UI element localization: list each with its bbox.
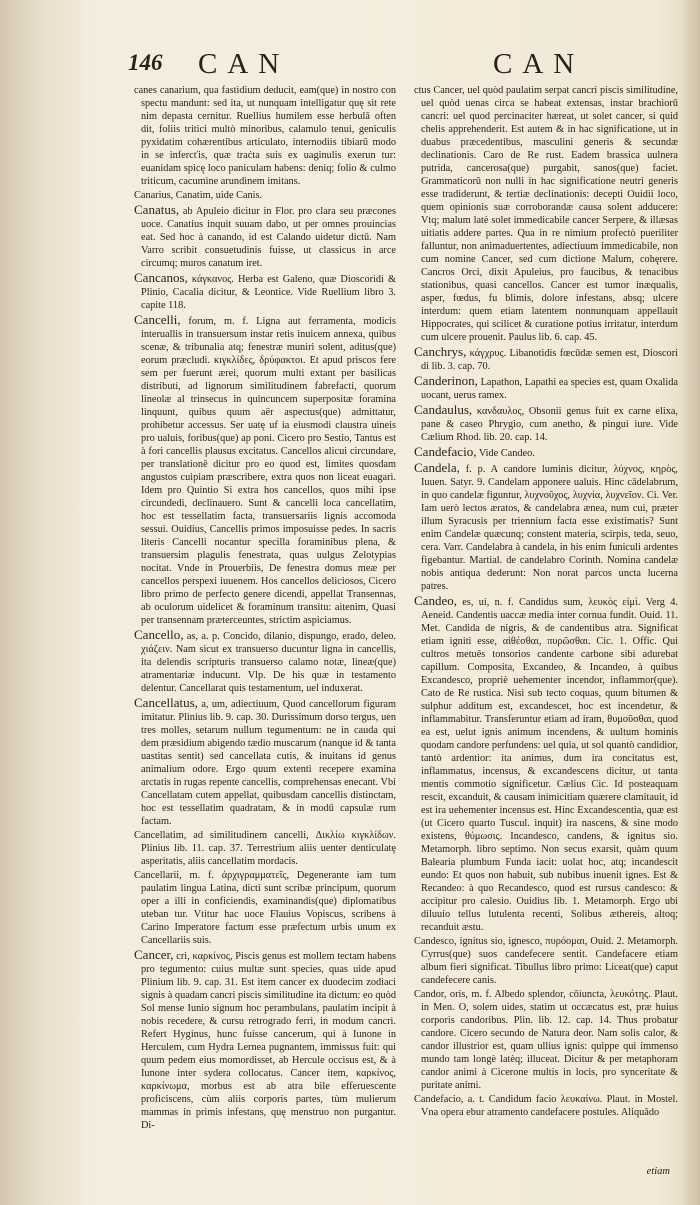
entry-text: a, um, adiectiuum, Quod cancellorum figuram imitatur. Plinius lib. 9. cap. 30. Durissimum dorso tergus, uen tres molles, setarum nullum tegumentum: ne in cauda qui dem præsidium abigendo tædio muscarum (nanque id & tanta uastitas sentit) sed cancellata cutis, & inuitans id genus animalium odore. Ergo quum extenti recepere examina arctatis in rugas repente cancellis, comprehensas enecant. Vbi Cancellatam cutem appellat, quibusdam cancellis distinctam, hoc est tessellatim quadratam, & in modū capsulæ rum factam. (141, 699, 396, 827)
dictionary-entry (134, 203, 396, 270)
entry-text: as, a. p. Concido, dilanio, dispungo, erado, deleo. χιάζειν. Nam sicut ex transuerso ducuntur ligna in cancellis, ita delendis scripturis transuerso calamo notæ, lineæ(que) atramentariæ inducunt. Vlp. De his quæ in testamento delentur. Cancellarat quis testamentum, uel induxerat. (141, 631, 396, 694)
entry-text: es, ui, n. f. Candidus sum, λευκὸς εἰμὶ. Verg 4. Aeneid. Candentis uaccæ media inter cornua fundit. Ouid. 11. Met. Candida de nigris, & de candentibus atra. Significat etiam igniti esse, αἰθέσθαι, πυρῶσθαι. Cic. 1. Offic. Qui cultros metuēs tonsorios candente carbone sibi adurebat capillum. Composita, Excandeo, & Incandeo, à quibus Excandesco, propriè uehementer incendor, inflammor(que). Cato de Re rustica. Nisi sub tecto coquas, quum bitumen & sulphur additum est, excandescet, hoc est incendetur, & inflammabitur. Transferuntur etiam ad iram, θυμοῦσθαι, quod ea est, uelut ignis animum incendens, & uultum hominis quodam candore perfundens: uel quia, ut sol quantò candidior, tantò ardentior: ita animus, dum ira concitatus est, inflammatus, incensus, & excandescens dicitur, ut tanta mentis commotio significetur. Cælius Cic. Id posteaquam rescit, excanduit, & causam inimicitiam quærere clamitauit, id est ira uehementer incensus est. Hinc Excandescentia, quæ est (ut Cicero quarto Tuscul. inquit) ira nascens, & sine modo existens, θύμωσις. Incandesco, candens, & ignitus sio. Metamorph. libro septimo. Non secus exarsit, quàm quum Balearia plumbum Funda iacit: uolat hoc, atq; incandescit eundo: Et quos non habuit, sub nubibus inuenit ignes. Est & Recandeo: à quo Recandesco, quod est rursus candesco: & accipitur pro calesio. Ouidius lib. 1. Metamorph. Ergo ubi diluuio tellus lutulenta recenti, Solibus æthereis, altoq; recanduit æstu. (421, 597, 678, 933)
entry-headword: Canderinon, (414, 373, 478, 388)
entry-text: ab Apuleio dicitur in Flor. pro clara seu præcones uoce. Canatius inquit suuam dabo, ut per omnes prouincias eat. Sed hoc à canando, id est Calando uidetur dictū. Nam Varro scribit consuetudinis fuisse, ut classicus in arce circumq; muros canatum iret. (141, 206, 396, 269)
entry-text: Lapathon, Lapathi ea species est, quam Oxalida uocant, uerus ramex. (421, 377, 678, 401)
entry-headword: Candefacio, (414, 444, 477, 459)
left-column (134, 84, 396, 1181)
dictionary-entry (134, 628, 396, 695)
dictionary-entry (134, 84, 396, 188)
entry-headword: Cancer, (134, 947, 174, 962)
entry-text: κανδαυλος, Obsonii genus fuit ex carne elixa, pane & caseo Phrygio, cum anetho, & pingui iure. Vide Cælium Rhod. lib. 20. cap. 14. (421, 406, 678, 443)
dictionary-entry (414, 345, 678, 373)
entry-text: Cancellarii, m. f. ἀρχιγραμματεῖς, Degenerante iam tum paulatim lingua Latina, dicti sunt scribæ principum, quorum oper a illi in conficiendis, examinandis(que) diplomatibus uteban tur. Vtitur hac uoce Flauius Vopiscus, scribens à Carino Imperatore factum esse præfectum urbis unum ex Cancellariis suis. (134, 870, 396, 946)
left-running-title: CAN (198, 48, 290, 80)
dictionary-entry (134, 948, 396, 1132)
entry-text: Canarius, Canatim, uide Canis. (134, 190, 263, 201)
entry-text: Candesco, ignitus sio, ignesco, πυρόομαι, Ouid. 2. Metamorph. Cyrrus(que) suos candefecere sentit. Candefacere etiam album fieri significat. Tibullus libro primo: Liceat(que) caput candefecere canis. (414, 936, 678, 986)
entry-text: forum, m. f. Ligna aut ferramenta, modicis interuallis in transuersum instar retis inuicem annexa, quibus scenæ, & tribunalia atq; fenestræ muniri solent, aditus(que) eorum præcludi. κιγκλίδες, δρύφακτοι. Et apud priscos fere sem per fuerunt ærei, quorum multi extant per basilicas distributi, ad lignorum similitudinem fabrefacti, quorum lineolæ al trinsecus in quincuncem superpositæ foramina linquunt, quibus quum aër aspectus(que) admittatur, prohibetur accessus. Ser uatę uf ia eiusmodi claustra uineis pro ualuis, foribus(que) ap poni. Cicero pro Sestio, Tantus est à fori cancellis plausus excitatus. Cancellos alicui circundare, per translationē dicitur pro eo quod est, limites quosdam angustos cuipiam præscribere, extra quos non liceat euagari. Idem pro Quintio Si extra hos cancellos, quos mihi ipse circundedi, declinauero. Sunt & cancelli loca cancellatim, hoc est tessellatim facta, transuersariis lignis accomoda sessui. Ouidius, Cancellis primos imposuisse pedes. In sacris literis Cancelli nocantur specilla foraminibus plena, & transuersim plagulis fenestrata, quas uulgus Zelotypias nocitat. Vnde in Prouerbiis, De fenestra domus meæ per cancellos perspexi iuuenem. Hos cancellos deliciosos, Cicero libro primo de perfecto genere dicendi, appellat Transennas, ab oculorum uidelicet & foraminum transitu: aitenim, Quasi per transennam præterceuntes, strictim aspiciamus. (141, 316, 396, 626)
dictionary-entry (414, 461, 678, 593)
entry-text: Cancellatim, ad similitudinem cancelli, Δικλίω κιγκλίδων. Plinius lib. 11. cap. 37. Terrestrium aliis uenter denticulatę asperitatis, aliis cancellatim mordacis. (134, 830, 396, 867)
dictionary-entry (134, 696, 396, 828)
page-gutter-shadow (0, 0, 90, 1205)
entry-text: canes canarium, qua fastidium deducit, eam(que) in nostro con spectu mandunt: sed ita, ut nunquam intelligatur quę sit rete nim depasta cernitur. Ruellius humilem esse herbulā often dit, foliis tritici multò minoribus, calamulo tenui, geniculis pyxidatim cohærentibus articulato, internodiis tibiarū modo in se infercťis, quæ traćta suis ex uaginulis exerun tur: euanidam spicę loco paniculam habens: deniq; folio & culmo triticum, cacumine arundinem imitans. (134, 85, 396, 187)
entry-text: κάγχρυς. Libanotidis fœcūdæ semen est, Dioscori di lib. 3. cap. 70. (421, 348, 678, 372)
entry-text: κάγκανος. Herba est Galeno, quæ Dioscoridi & Plinio, Cacalia dicitur, & Leontice. Vide Ruellium libro 3. capite 118. (141, 274, 396, 311)
dictionary-entry (414, 935, 678, 987)
dictionary-entry (134, 829, 396, 868)
right-column (414, 84, 678, 1181)
page-number: 146 (128, 50, 163, 75)
dictionary-entry (134, 271, 396, 312)
dictionary-entry (414, 403, 678, 444)
entry-headword: Candeo, (414, 593, 457, 608)
dictionary-entry (414, 445, 678, 460)
dictionary-entry (134, 189, 396, 202)
entry-text: ctus Cancer, uel quòd paulatim serpat cancri piscis similitudine, uel quòd uenas circa se habeat extensas, instar brachiorū cancri: uel quod percinaciter hæreat, ut solet cancer, si quid chelis apprehenderit. Est autem & in hac significatione, ut in duabus præcedentibus, masculini generis & secundæ declinationis. Caro de Re rust. Eadem brassica uulnera putrida, cancerosa(que) purgabit, sanos(que) faciet. Grammaticorū non nulli in hac significatione neutri generis esse tradiderunt, & tertiæ declinationis: decepti Ouidii loco, quem opinionis suæ corroborandæ causa solent adducere: Vtq; malum latè solet immedicabile cancer Serpere, & illæsas uitiatis addere partes. Qua in re nimium profectò pueriliter falluntur, non animaduertentes, adiectiuum immedicabile, non cum nomine Cancer, sed cum dictione Malum, cohęrere. Cancros Orci, dixit Apuleius, pro faucibus, & tenacibus stationibus, quasi cancellos. Cancer est tumor inæqualis, asper, fœdus, fu blimis, dolore infestans, absq; ulcere interdum: quem etiam latentem nonnunquam appellauit Hippocrates, qui scilicet & curatione potius irritatur, interdum cum ulcere prouenit. Paulus lib. 6. cap. 45. (414, 85, 678, 343)
dictionary-entry (414, 594, 678, 934)
dictionary-entry (414, 988, 678, 1092)
right-running-title: CAN (493, 48, 585, 80)
entry-headword: Cancellatus, (134, 695, 198, 710)
entry-text: f. p. A candore luminis dicitur, λύχνος, κηρὸς, Iuuen. Satyr. 9. Candelam apponere ualuis. Hinc cādelabrum, in quo candelæ figuntur, λυχνοῦχος, λυχνία, λυχνεῖον. Ci. Ver. Iam uerò lectos æratos, & candelabra ænea, num cui, præter illum Syracusis per triennium facta esse existimatis? Sunt enim Candelæ quæcunq; constent materia, scirpis, teda, seuo, cera. Varr. Candelabra à candela, in his enim funiculi ardentes figebantur. Martial. de candelabro Corinth. Nomina candelæ nobis antiqua dederunt: Non norat parcos uncta lucerna patres. (421, 464, 678, 592)
entry-headword: Canchrys, (414, 344, 467, 359)
catchword: etiam (646, 1166, 670, 1177)
entry-text: cri, καρκίνος, Piscis genus est mollem tectam habens pro tegumento: cuius multæ sunt species, quas uide apud Plinium lib. 9. cap. 31. Est item cancer ex duodecim zodiaci signis à quadam cancri piscis similitudine ita dictum: eo quòd Sol mense Iunio signum hoc perambulans, paulatim incipit à nobis recedere, & cursu retrogrado ferri, in modum cancri. Refert Hyginus, hunc fuisse cancerum, qui à Iunone in Herculem, cum Hydra Lernea pugnantem, immissus fuit: qui quum pedem eius momordisset, ab Hercule occisus est, & à Iunone inter sydera collocatus. Cancer item, καρκίνος, καρκίνωμα, morbus est ab atra bile efferuescente proficiscens, cùm aliis corporis partes, tùm mulierum mammas in primis infestans, quę menstruo non purgantur. Di- (141, 951, 396, 1131)
dictionary-entry (414, 374, 678, 402)
entry-text: Vide Candeo. (476, 448, 535, 459)
entry-headword: Cancello, (134, 627, 184, 642)
entry-headword: Canatus, (134, 202, 180, 217)
entry-text: Candor, oris, m. f. Albedo splendor, cōiuncta, λευκότης. Plaut. in Men. O, solem uides, statim ut occæcatus est, præ huius corporis candoribus. Plin. lib. 12. cap. 14. Thus probatur candore. Cicero secundo de Natura deor. Nam solis calor, & candor illustrior est, quam ullius ignis: quippe qui immenso mundo tam longè latèq; illuceat. Dicitur & per metaphoram candor animi à Cicerone multis in locis, pro synceritate & puritate animi. (414, 989, 678, 1091)
running-header (128, 50, 674, 84)
dictionary-entry (414, 1093, 678, 1119)
dictionary-entry (134, 869, 396, 947)
entry-headword: Candela, (414, 460, 460, 475)
entry-headword: Cancanos, (134, 270, 188, 285)
dictionary-entry (414, 84, 678, 344)
dictionary-entry (134, 313, 396, 627)
entry-text: Candefacio, a. t. Candidum facio λευκαίνω. Plaut. in Mostel. Vna opera ebur atramento candefacere postules. Aliquādo (414, 1094, 678, 1118)
page-edge-shadow (678, 0, 700, 1205)
entry-headword: Candaulus, (414, 402, 473, 417)
entry-headword: Cancelli, (134, 312, 181, 327)
